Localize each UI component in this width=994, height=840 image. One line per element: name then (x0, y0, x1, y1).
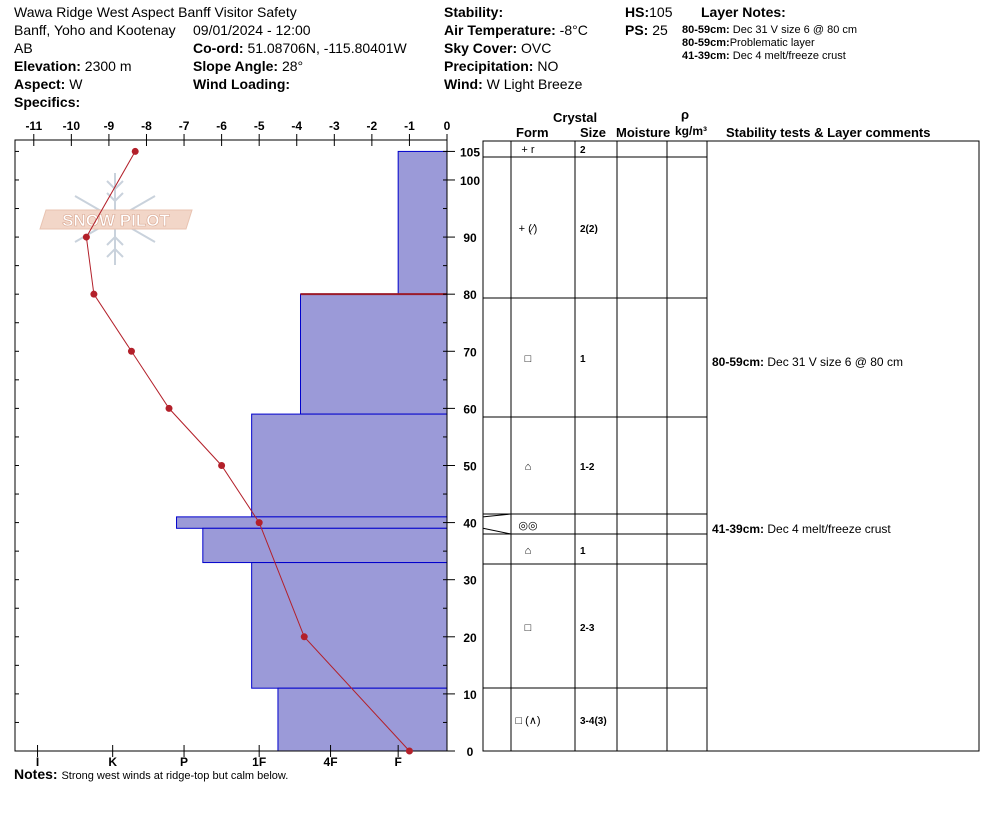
temperature-point (218, 462, 225, 469)
temp-tick-label: 0 (443, 119, 451, 133)
crystal-size: 1 (580, 354, 586, 365)
temp-tick-label: -10 (62, 119, 81, 133)
temp-tick-label: -7 (178, 119, 190, 133)
hardness-bar (398, 151, 447, 294)
temp-tick-label: -6 (216, 119, 227, 133)
height-tick-label: 50 (463, 459, 477, 474)
sky-value: OVC (521, 40, 552, 56)
logo-text: SNOW PILOT (62, 211, 170, 230)
hardness-bar (278, 688, 447, 751)
layer-note-range: 80-59cm: (682, 37, 730, 49)
temperature-point (166, 405, 173, 412)
crystal-form-symbol: □ (524, 622, 532, 634)
height-tick-label: 10 (463, 687, 477, 702)
height-tick-label: 70 (463, 345, 477, 360)
temperature-point (83, 234, 90, 241)
datetime: 09/01/2024 - 12:00 (193, 22, 311, 38)
aspect-label: Aspect: (14, 76, 66, 92)
notes-text: Strong west winds at ridge-top but calm below. (61, 770, 289, 782)
layer-comment: 41-39cm: Dec 4 melt/freeze crust (712, 522, 891, 536)
air-temp-label: Air Temperature: (444, 22, 556, 38)
layer-comment: 80-59cm: Dec 31 V size 6 @ 80 cm (712, 355, 903, 369)
ps-value: 25 (652, 22, 668, 38)
crystal-size: 2(2) (580, 224, 598, 235)
temp-tick-label: -1 (404, 119, 415, 133)
hardness-tick-label: K (108, 755, 118, 769)
coord-value: 51.08706N, -115.80401W (247, 40, 407, 56)
crystal-form-symbol: ⌂ (524, 545, 532, 557)
crystal-form-symbol: + r (521, 144, 535, 156)
crystal-size: 1-2 (580, 462, 595, 473)
hardness-tick-label: 4F (323, 755, 338, 769)
province: AB (14, 40, 33, 56)
height-tick-label: 80 (463, 288, 477, 303)
layer-note-text: Dec 4 melt/freeze crust (732, 50, 846, 62)
precip-value: NO (537, 58, 559, 74)
density-unit-header: kg/m³ (675, 124, 708, 138)
rho-header: ρ (681, 107, 690, 122)
elevation-label: Elevation: (14, 58, 81, 74)
crystal-size: 2-3 (580, 623, 595, 634)
height-tick-label: 40 (463, 516, 477, 531)
temperature-point (90, 291, 97, 298)
layer-note-range: 41-39cm: (682, 50, 730, 62)
hs-label: HS: (625, 4, 650, 20)
wind-value: W Light Breeze (486, 76, 583, 92)
region-name: Banff, Yoho and Kootenay (14, 22, 176, 38)
crystal-size: 1 (580, 546, 586, 557)
specifics-label: Specifics: (14, 94, 81, 110)
height-tick-label: 60 (463, 402, 477, 417)
layers-table-frame (483, 141, 979, 751)
logo-banner (40, 210, 192, 230)
height-tick-label: 105 (459, 145, 481, 160)
site-title: Wawa Ridge West Aspect Banff Visitor Safety (14, 4, 297, 20)
height-tick-label: 100 (459, 173, 481, 188)
hardness-tick-label: I (35, 755, 40, 769)
layer-note-text: Problematic layer (729, 37, 815, 49)
crystal-size: 3-4(3) (580, 716, 607, 727)
temperature-point (301, 633, 308, 640)
aspect-value: W (69, 76, 83, 92)
temperature-point (132, 148, 139, 155)
hs-value: 105 (649, 4, 673, 20)
temp-tick-label: -11 (25, 119, 43, 133)
height-tick-label: 0 (466, 745, 474, 759)
moisture-header: Moisture (616, 125, 671, 140)
layer-note-range: 80-59cm: (682, 24, 730, 36)
hardness-bar (252, 563, 447, 689)
size-header: Size (580, 125, 607, 140)
height-tick-label: 20 (463, 630, 477, 645)
hardness-bar (203, 528, 447, 562)
temp-tick-label: -2 (366, 119, 378, 133)
temp-tick-label: -4 (291, 119, 303, 133)
ps-label: PS: (625, 22, 649, 38)
temp-tick-label: -5 (253, 119, 265, 133)
crystal-form-symbol: □ (524, 353, 532, 365)
temp-tick-label: -3 (328, 119, 340, 133)
elevation-value: 2300 m (84, 58, 132, 74)
crystal-form-symbol: □ (∧) (515, 715, 541, 727)
height-tick-label: 90 (463, 231, 477, 246)
temperature-point (256, 519, 263, 526)
temp-tick-label: -8 (141, 119, 152, 133)
wind-loading-label: Wind Loading: (193, 76, 291, 92)
crystal-size: 2 (580, 145, 586, 156)
hardness-tick-label: P (180, 755, 189, 769)
hardness-bar (300, 294, 447, 414)
slope-value: 28° (281, 58, 304, 74)
comments-header: Stability tests & Layer comments (726, 125, 931, 140)
wind-label: Wind: (444, 76, 483, 92)
hardness-tick-label: 1F (252, 755, 267, 769)
crystal-form-symbol: + (⁄) (518, 223, 538, 235)
hardness-bar (252, 414, 447, 517)
precip-label: Precipitation: (444, 58, 534, 74)
temperature-point (406, 748, 413, 755)
height-tick-label: 30 (463, 573, 477, 588)
height-connector-line (483, 528, 511, 534)
stability-label: Stability: (444, 4, 504, 20)
temp-tick-label: -9 (103, 119, 115, 133)
sky-label: Sky Cover: (444, 40, 518, 56)
slope-label: Slope Angle: (193, 58, 279, 74)
crystal-form-symbol: ⌂ (524, 461, 532, 473)
hardness-bar (177, 517, 447, 528)
form-header: Form (516, 125, 549, 140)
layer-notes-label: Layer Notes: (701, 4, 786, 20)
crystal-form-symbol: ◎◎ (518, 520, 538, 532)
layer-note-text: Dec 31 V size 6 @ 80 cm (732, 24, 858, 36)
crystal-header: Crystal (553, 110, 598, 125)
hardness-tick-label: F (394, 755, 402, 769)
notes-label: Notes: (14, 766, 58, 782)
temperature-point (128, 348, 135, 355)
coord-label: Co-ord: (193, 40, 244, 56)
air-temp-value: -8°C (559, 22, 588, 38)
